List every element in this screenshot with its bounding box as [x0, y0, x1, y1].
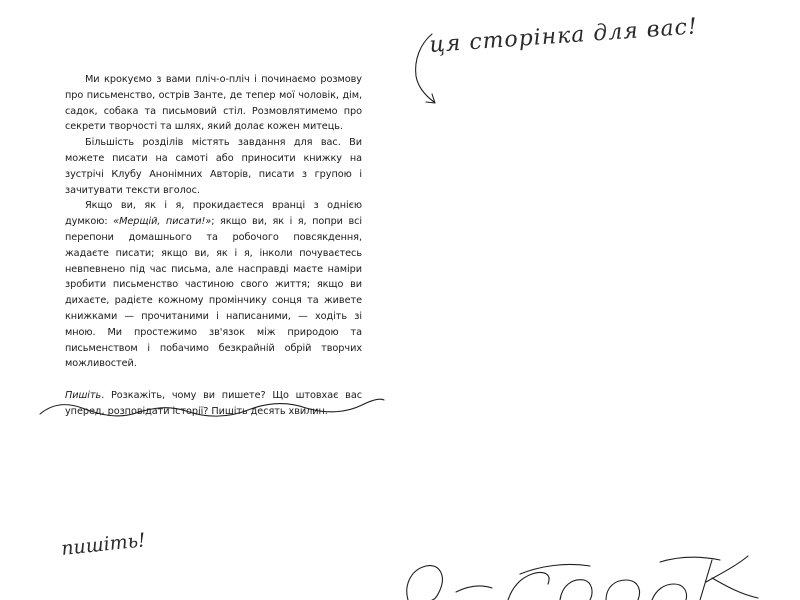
- paragraph-if-you-start: Якщо ви, як і я, прокидаєтеся вранці з однією думкою:: [65, 200, 362, 228]
- quote-hurry-write: «Мерщій, писати!»: [113, 216, 212, 228]
- task-paragraph: [65, 388, 362, 420]
- handwriting-this-page-for-you: ця сторінка для вас!: [428, 14, 699, 58]
- body-text: [65, 72, 362, 420]
- paragraph-if-you-rest: ; якщо ви, як і я, попри всі перепони домашнього та робочого повсякдення, жадаєте писати; якщо ви, як і я, інколи почуваєтесь невпевнено під час письма, але насправді маєте наміри зробити письменство частиною свого життя; якщо ви дихаєте, радієте кожному промінчику сонця та живете книжками — прочитаними і написаними, — ходіть зі мною. Ми простежимо зв'язок між природою та письменством і побачимо безкрайній обрій творчих можливостей.: [65, 216, 363, 370]
- handwriting-write: пишіть!: [60, 529, 147, 560]
- paragraph-intro: Ми крокуємо з вами пліч-о-пліч і починаємо розмову про письменство, острів Занте, де тепер мої чоловік, дім, садок, собака та письмовий стіл. Розмовлятимемо про секрети творчості та шлях, який долає кожен митець.: [65, 74, 362, 133]
- paragraph-if-you: [65, 198, 362, 372]
- task-label: Пишіть: [65, 389, 102, 401]
- paragraph-chapters: Більшість розділів містять завдання для вас. Ви можете писати на самоті або приносити книжку на зустрічі Клубу Анонімних Авторів, писати з групою і зачитувати тексти вголос.: [65, 137, 362, 196]
- task-text: . Розкажіть, чому ви пишете? Що штовхає вас уперед, розповідати історії? Пишіть десять хвилин.: [65, 389, 362, 417]
- right-page: [400, 0, 800, 600]
